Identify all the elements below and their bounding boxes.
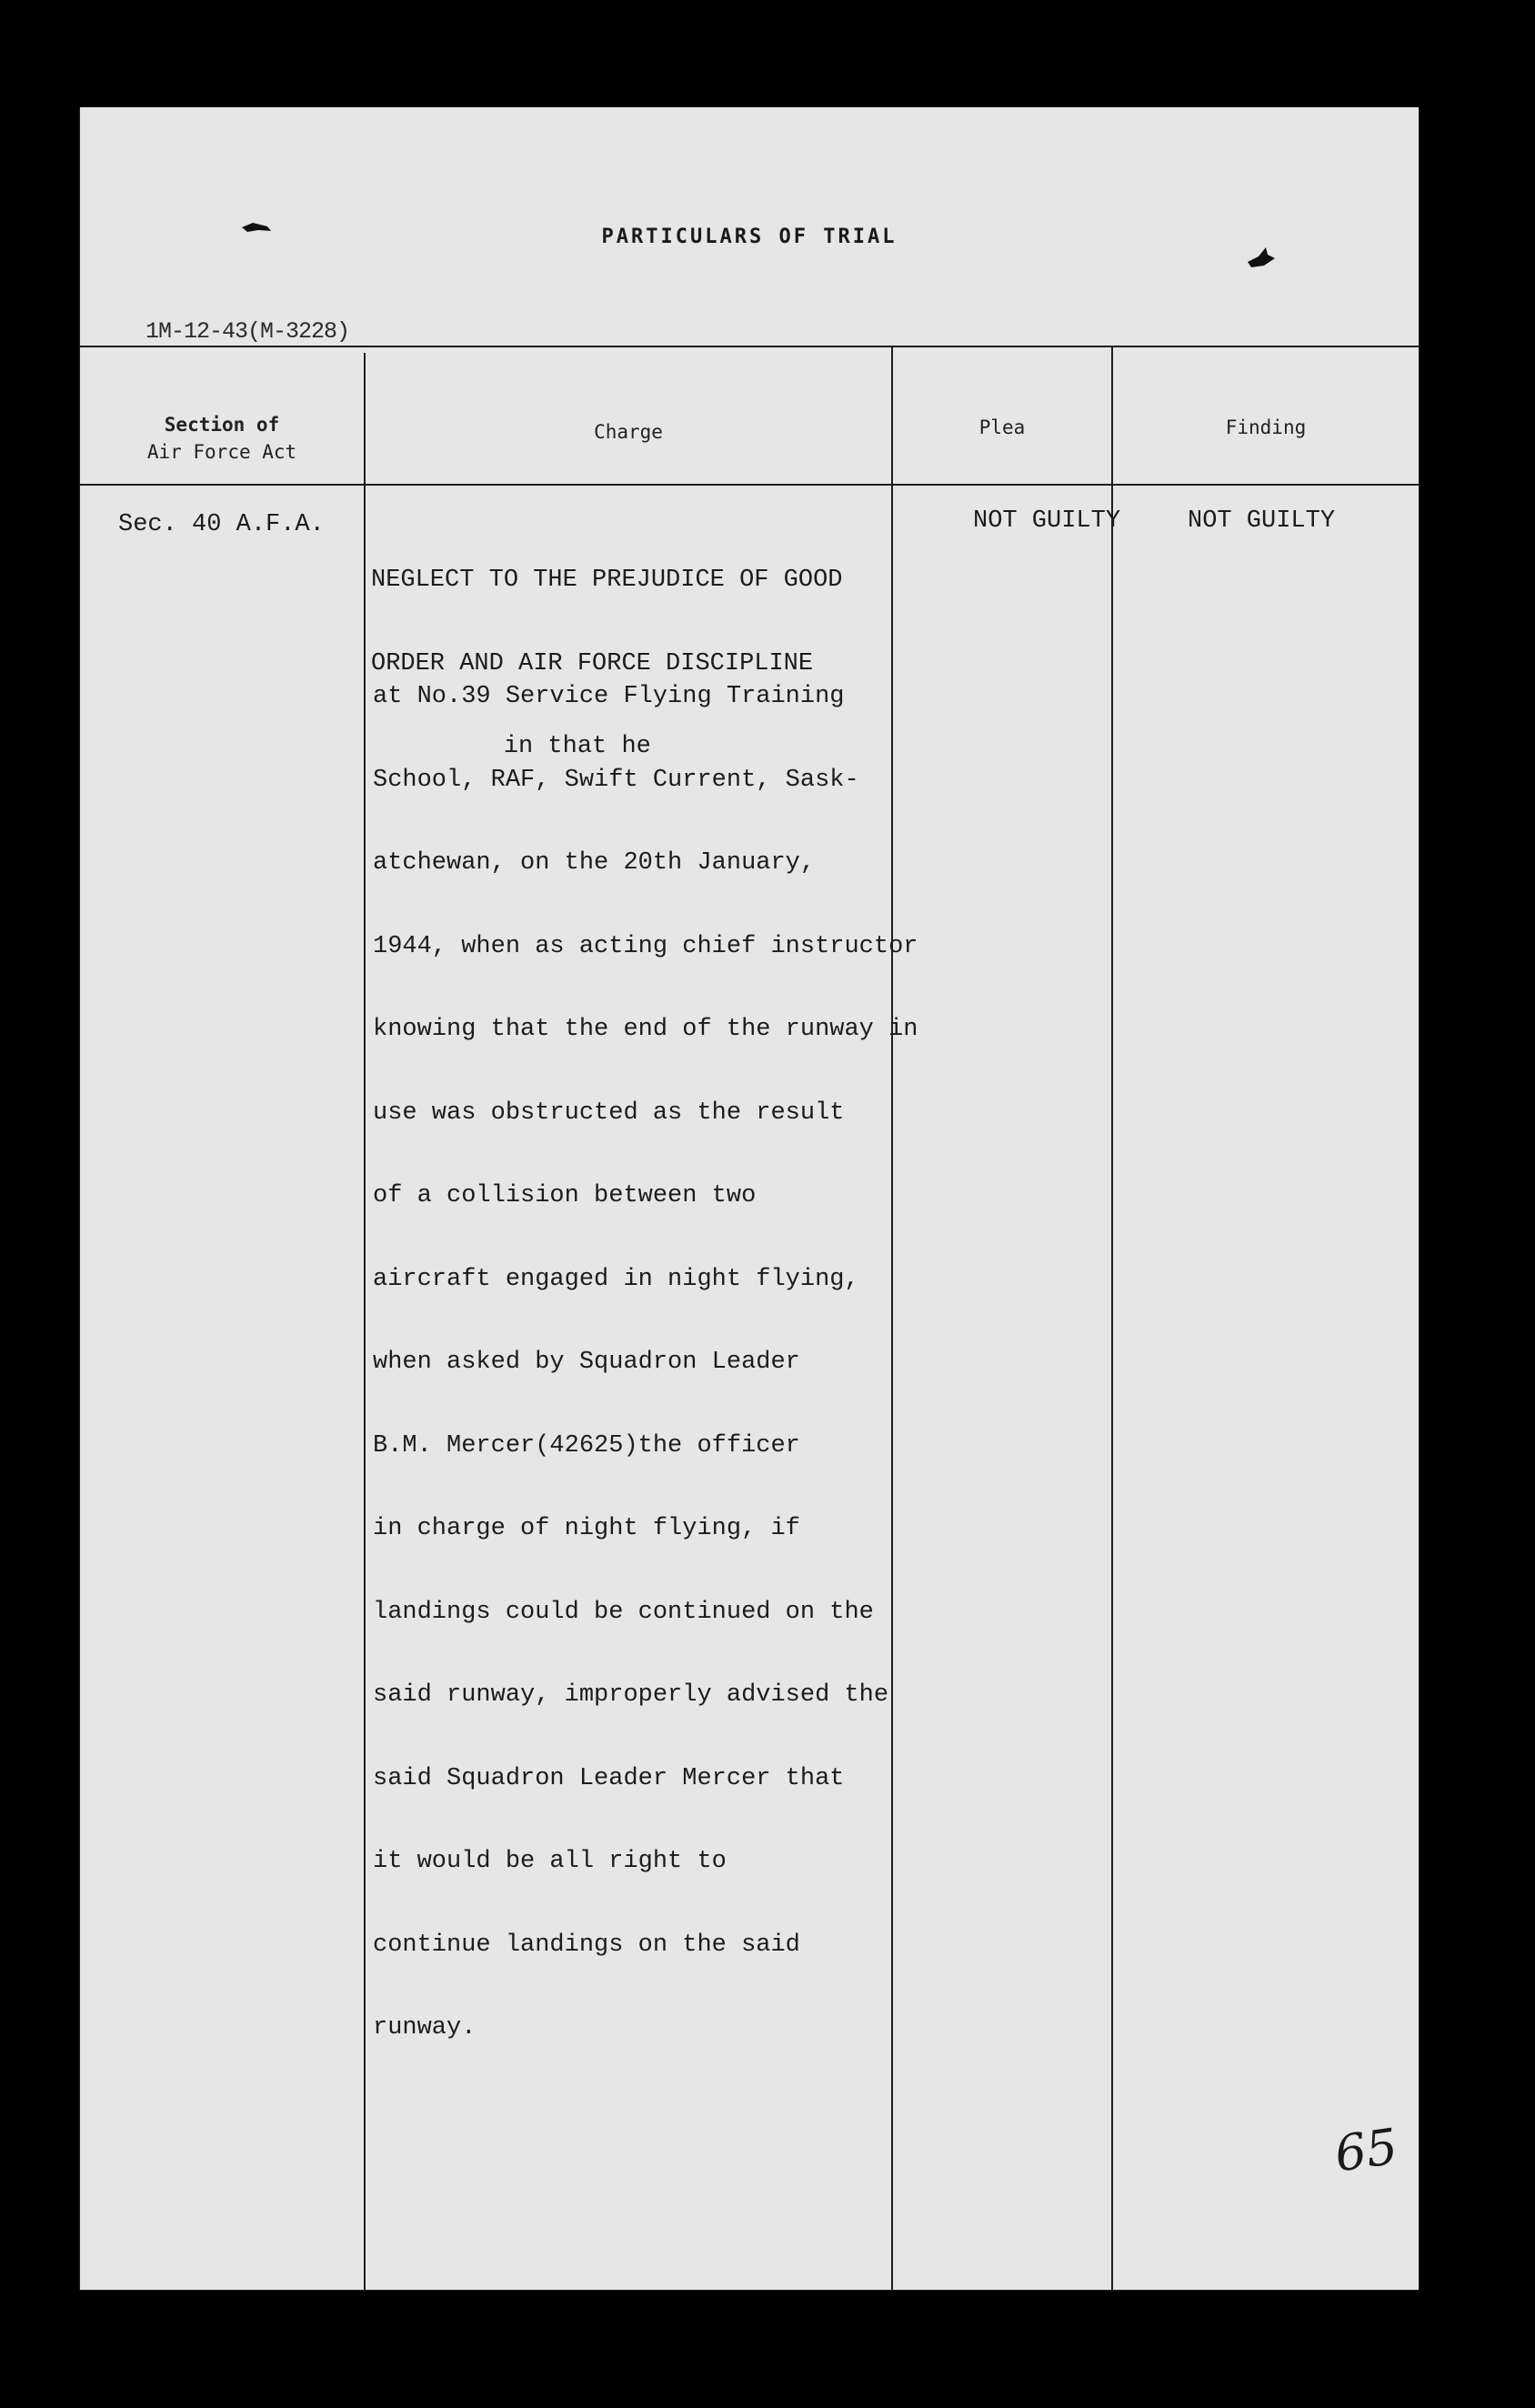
- header-charge: Charge: [594, 421, 663, 443]
- charge-body-line: at No.39 Service Flying Training: [373, 683, 845, 710]
- header-finding: Finding: [1225, 416, 1307, 438]
- charge-body: [373, 627, 918, 2098]
- charge-body-line: continue landings on the said: [373, 1931, 800, 1959]
- charge-body-line: said runway, improperly advised the: [373, 1681, 889, 1709]
- charge-body-line: 1944, when as acting chief instructor: [373, 932, 918, 960]
- plea-cell: NOT GUILTY: [973, 507, 1121, 535]
- charge-body-line: atchewan, on the 20th January,: [373, 849, 816, 877]
- charge-body-line: knowing that the end of the runway in: [373, 1016, 918, 1043]
- charge-body-line: said Squadron Leader Mercer that: [373, 1764, 845, 1792]
- column-divider-3: [1111, 346, 1113, 2290]
- finding-cell: NOT GUILTY: [1188, 507, 1336, 535]
- header-section-line-1: Section of: [164, 414, 280, 436]
- charge-body-line: when asked by Squadron Leader: [373, 1349, 800, 1376]
- charge-body-line: aircraft engaged in night flying,: [373, 1265, 859, 1293]
- charge-body-line: School, RAF, Swift Current, Sask-: [373, 766, 859, 794]
- header-bottom-rule: [80, 484, 1419, 486]
- column-divider-1: [364, 353, 366, 2290]
- header-section-line-2: Air Force Act: [146, 441, 297, 463]
- form-id: 1M-12-43(M-3228): [145, 318, 350, 345]
- charge-body-line: runway.: [373, 2014, 477, 2042]
- header-plea: Plea: [978, 416, 1026, 438]
- charge-heading-line: ORDER AND AIR FORCE DISCIPLINE: [371, 649, 814, 677]
- charge-body-line: use was obstructed as the result: [373, 1099, 845, 1127]
- charge-body-line: B.M. Mercer(42625)the officer: [373, 1431, 800, 1460]
- page-title: PARTICULARS OF TRIAL: [601, 226, 898, 248]
- ink-mark-right: [1246, 244, 1277, 269]
- charge-heading-line: in that he: [371, 733, 651, 760]
- table-top-rule: [80, 346, 1419, 347]
- charge-body-line: of a collision between two: [373, 1182, 757, 1209]
- charge-body-line: landings could be continued on the: [373, 1598, 874, 1626]
- section-cell: Sec. 40 A.F.A.: [118, 511, 325, 538]
- charge-body-line: in charge of night flying, if: [373, 1515, 800, 1542]
- charge-body-line: it would be all right to: [373, 1848, 727, 1875]
- ink-mark-left: [240, 220, 273, 235]
- header-section: [80, 411, 364, 466]
- charge-heading-line: NEGLECT TO THE PREJUDICE OF GOOD: [371, 567, 843, 594]
- document-page: [80, 107, 1419, 2290]
- handwritten-page-number: 65: [1330, 2117, 1401, 2183]
